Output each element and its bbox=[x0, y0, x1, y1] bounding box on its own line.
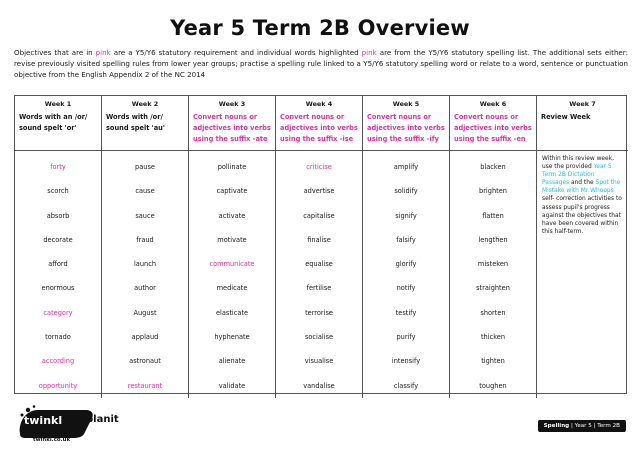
spelling-word: misteken bbox=[477, 260, 509, 269]
spelling-word: fertilise bbox=[306, 284, 332, 293]
spelling-word: scorch bbox=[47, 187, 69, 196]
spelling-word: elasticate bbox=[215, 308, 249, 317]
page-title: Year 5 Term 2B Overview bbox=[170, 16, 470, 40]
spelling-word: equalise bbox=[305, 260, 333, 269]
word-list bbox=[450, 151, 536, 398]
week-column-3 bbox=[189, 96, 276, 398]
spelling-word: terrorise bbox=[305, 308, 333, 317]
word-list bbox=[102, 151, 188, 398]
week-label: Week 7 bbox=[569, 100, 596, 108]
spelling-word: August bbox=[133, 308, 157, 317]
spelling-word: classify bbox=[393, 381, 419, 390]
spelling-word: advertise bbox=[303, 187, 335, 196]
week-label: Week 3 bbox=[218, 100, 246, 108]
week-label: Week 1 bbox=[44, 100, 72, 108]
week-header bbox=[276, 96, 362, 151]
week-topic: Words with /or/ sound spelt 'au' bbox=[106, 113, 165, 132]
spelling-word: communicate bbox=[209, 260, 255, 269]
week-topic: Review Week bbox=[541, 113, 591, 121]
week-header bbox=[363, 96, 449, 151]
word-list bbox=[363, 151, 449, 398]
spelling-word: motivate bbox=[217, 235, 247, 244]
spelling-word: vandalise bbox=[303, 381, 335, 390]
intro-text-2: are a Y5/Y6 statutory requirement and individual words highlighted bbox=[110, 48, 362, 57]
spelling-word: according bbox=[41, 357, 75, 366]
spelling-word: afford bbox=[48, 260, 68, 269]
week-topic: Convert nouns or adjectives into verbs using the suffix -ify bbox=[367, 113, 445, 143]
spelling-word: astronaut bbox=[129, 357, 161, 366]
week-column-6 bbox=[450, 96, 537, 398]
spelling-word: absorb bbox=[46, 211, 70, 220]
review-text-1: Within this review week, use the provided bbox=[542, 156, 614, 171]
spelling-word: opportunity bbox=[38, 381, 78, 390]
spelling-word: applaud bbox=[131, 333, 159, 342]
spelling-word: tighten bbox=[481, 357, 505, 366]
spelling-word: forty bbox=[50, 163, 66, 171]
overview-table bbox=[14, 95, 627, 394]
week-column-1 bbox=[15, 96, 102, 398]
spelling-word: pollinate bbox=[217, 163, 247, 171]
spelling-word: lengthen bbox=[478, 235, 508, 244]
spelling-word: pause bbox=[135, 163, 155, 171]
spelling-word: shorten bbox=[480, 308, 506, 317]
week-header bbox=[189, 96, 275, 151]
spelling-word: brighten bbox=[479, 187, 507, 196]
week-header bbox=[537, 96, 628, 151]
spelling-word: enormous bbox=[41, 284, 75, 293]
spelling-word: purify bbox=[396, 333, 416, 342]
spelling-word: fraud bbox=[136, 235, 154, 244]
intro-paragraph bbox=[14, 47, 628, 80]
spelling-word: tornado bbox=[45, 333, 71, 342]
dictation-passages-link[interactable]: Year 5 Term 2B Dictation Passages bbox=[542, 164, 612, 187]
week-label: Week 2 bbox=[131, 100, 159, 108]
word-list bbox=[189, 151, 275, 398]
review-text-2: and the bbox=[569, 180, 596, 187]
spelling-word: launch bbox=[133, 260, 157, 269]
spelling-word: straighten bbox=[476, 284, 510, 293]
intro-pink-2: pink bbox=[361, 48, 377, 57]
twinkl-logo-text: twinkl bbox=[24, 414, 63, 427]
week-column-4 bbox=[276, 96, 363, 398]
spelling-word: capitalise bbox=[303, 211, 335, 220]
footer-tag-subject: Spelling bbox=[543, 423, 570, 429]
spelling-word: finalise bbox=[307, 235, 331, 244]
spelling-word: solidify bbox=[394, 187, 418, 196]
footer bbox=[0, 402, 640, 452]
spelling-word: signify bbox=[395, 211, 417, 220]
spelling-word: activate bbox=[218, 211, 246, 220]
spelling-word: criticise bbox=[306, 163, 332, 171]
week-column-5 bbox=[363, 96, 450, 398]
word-list bbox=[276, 151, 362, 398]
week-topic: Convert nouns or adjectives into verbs using the suffix -en bbox=[454, 113, 532, 143]
spelling-word: decorate bbox=[43, 235, 73, 244]
spelling-word: hyphenate bbox=[214, 333, 250, 342]
week-topic: Words with an /or/ sound spelt 'or' bbox=[19, 113, 88, 132]
footer-tag bbox=[538, 420, 626, 432]
spelling-word: amplify bbox=[393, 163, 419, 171]
week-header bbox=[450, 96, 536, 151]
week-label: Week 4 bbox=[305, 100, 333, 108]
week-column-2 bbox=[102, 96, 189, 398]
week-label: Week 5 bbox=[392, 100, 420, 108]
spelling-word: glorify bbox=[395, 260, 417, 269]
week-topic: Convert nouns or adjectives into verbs using the suffix -ise bbox=[280, 113, 358, 143]
footer-tag-rest: | Year 5 | Term 2B bbox=[569, 423, 620, 429]
spelling-word: falsify bbox=[396, 235, 416, 244]
spelling-word: cause bbox=[135, 187, 155, 196]
spelling-word: visualise bbox=[304, 357, 334, 366]
spelling-word: captivate bbox=[216, 187, 248, 196]
spelling-word: author bbox=[134, 284, 156, 293]
spelling-word: testify bbox=[395, 308, 417, 317]
planit-logo-text: planit bbox=[86, 414, 119, 425]
spelling-word: socialise bbox=[304, 333, 334, 342]
week-label: Week 6 bbox=[479, 100, 507, 108]
twinkl-url: twinkl.co.uk bbox=[33, 437, 71, 443]
spelling-word: intensify bbox=[391, 357, 421, 366]
intro-pink-1: pink bbox=[95, 48, 111, 57]
spelling-word: medicate bbox=[216, 284, 248, 293]
spelling-word: validate bbox=[218, 381, 246, 390]
review-text bbox=[537, 151, 628, 240]
spelling-word: thicken bbox=[480, 333, 506, 342]
week-column-7 bbox=[537, 96, 628, 398]
word-list bbox=[15, 151, 101, 398]
spot-the-mistake-link[interactable]: Spot the Mistake with Mr Whoops bbox=[542, 180, 621, 195]
spelling-word: restaurant bbox=[127, 381, 163, 390]
review-text-3: self- correction activities to assess pupil's progress against the objectives that have been covered within this half-term. bbox=[542, 196, 622, 235]
spelling-word: flatten bbox=[482, 211, 504, 220]
spelling-word: blacken bbox=[480, 163, 506, 171]
spelling-word: sauce bbox=[135, 211, 155, 220]
week-topic: Convert nouns or adjectives into verbs using the suffix -ate bbox=[193, 113, 271, 143]
spelling-word: toughen bbox=[479, 381, 507, 390]
spelling-word: category bbox=[43, 308, 73, 317]
spelling-word: alienate bbox=[218, 357, 246, 366]
week-header bbox=[102, 96, 188, 151]
spelling-word: notify bbox=[396, 284, 416, 293]
week-header bbox=[15, 96, 101, 151]
intro-text-1: Objectives that are in bbox=[14, 48, 96, 57]
intro-text-3: are from the Y5/Y6 statutory spelling list. The additional sets either: revise previously visited spelling rules from lower year groups; practise a spelling rule linked to a Y5/Y6 statutory spelling word or relate to a word, sentence or punctuation objective from the English Appendix 2 of the NC 2014 bbox=[14, 48, 628, 79]
